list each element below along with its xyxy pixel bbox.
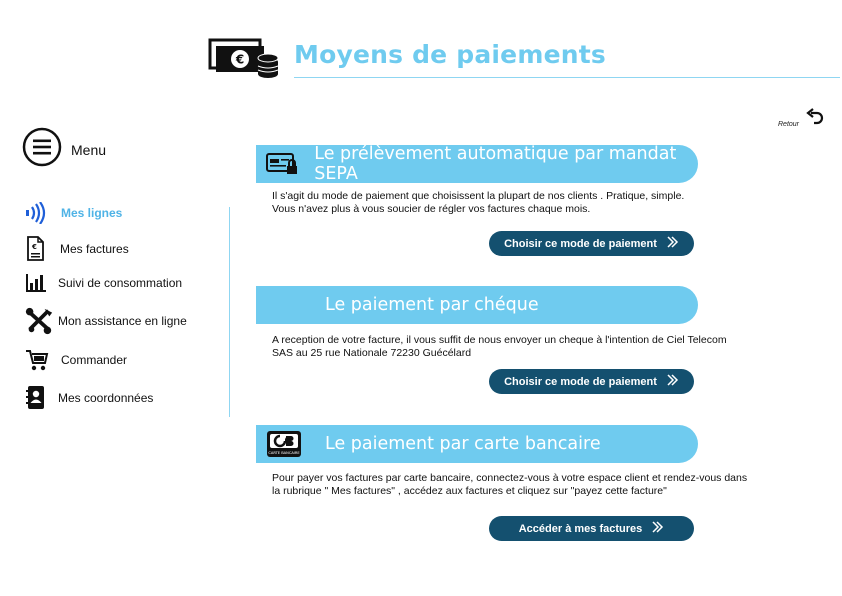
nav-label: Mes factures <box>60 242 129 256</box>
nav-label: Mon assistance en ligne <box>58 314 187 328</box>
shopping-cart-icon <box>24 348 54 372</box>
svg-text:€: € <box>235 52 245 67</box>
access-invoices-button[interactable]: Accéder à mes factures <box>489 516 694 541</box>
back-arrow-icon <box>805 108 825 133</box>
section-title: Le prélèvement automatique par mandat SEPA <box>314 144 677 184</box>
choose-sepa-button[interactable]: Choisir ce mode de paiement <box>489 231 694 256</box>
section-description: Il s'agit du mode de paiement que choisissent la plupart de nos clients . Pratique, simple. Vous n'avez plus à vous soucier de régler vos factures chaque mois. <box>272 190 685 215</box>
section-banner-carte <box>256 425 698 463</box>
section-title: Le paiement par carte bancaire <box>325 434 601 454</box>
nav-separator <box>229 207 230 417</box>
nav-label: Commander <box>61 353 128 367</box>
hamburger-menu-icon <box>22 127 62 172</box>
choose-cheque-button[interactable]: Choisir ce mode de paiement <box>489 369 694 394</box>
back-label: Retour <box>778 121 800 128</box>
signal-waves-icon <box>24 202 54 224</box>
section-banner-sepa <box>256 145 698 183</box>
money-payment-icon <box>208 36 282 80</box>
nav-item-commander[interactable] <box>24 348 127 372</box>
menu-toggle[interactable] <box>22 127 106 172</box>
double-chevron-right-icon <box>652 521 664 536</box>
consumption-chart-icon <box>24 272 54 294</box>
page-title: Moyens de paiements <box>294 40 606 69</box>
title-underline <box>294 77 840 78</box>
secure-check-icon <box>256 151 308 177</box>
svg-text:€: € <box>32 243 37 251</box>
nav-label: Mes lignes <box>61 206 123 220</box>
nav-item-coordonnees[interactable] <box>24 385 153 411</box>
back-button[interactable] <box>778 108 825 133</box>
section-title: Le paiement par chéque <box>325 295 539 315</box>
tools-icon <box>24 306 54 336</box>
section-description: A reception de votre facture, il vous suffit de nous envoyer un cheque à l'intention de Ciel Telecom SAS au 25 rue Nationale 72230 Guécélard <box>272 334 727 359</box>
nav-item-mes-factures[interactable] <box>24 236 129 262</box>
svg-text:CARTE BANCAIRE: CARTE BANCAIRE <box>268 451 300 455</box>
cb-card-icon <box>256 430 312 458</box>
nav-label: Mes coordonnées <box>58 391 154 405</box>
nav-item-mes-lignes[interactable] <box>24 202 122 224</box>
nav-item-suivi-consommation[interactable] <box>24 272 182 294</box>
double-chevron-right-icon <box>667 236 679 251</box>
section-banner-cheque <box>256 286 698 324</box>
menu-label: Menu <box>71 141 107 158</box>
invoice-icon <box>24 236 54 262</box>
nav-item-assistance[interactable] <box>24 306 187 336</box>
contact-book-icon <box>24 385 54 411</box>
section-description: Pour payer vos factures par carte bancaire, connectez-vous à votre espace client et rendez-vous dans la rubrique " Mes factures" , accédez aux factures et cliquez sur "payez cette facture" <box>272 472 748 497</box>
double-chevron-right-icon <box>667 374 679 389</box>
nav-label: Suivi de consommation <box>58 276 183 290</box>
